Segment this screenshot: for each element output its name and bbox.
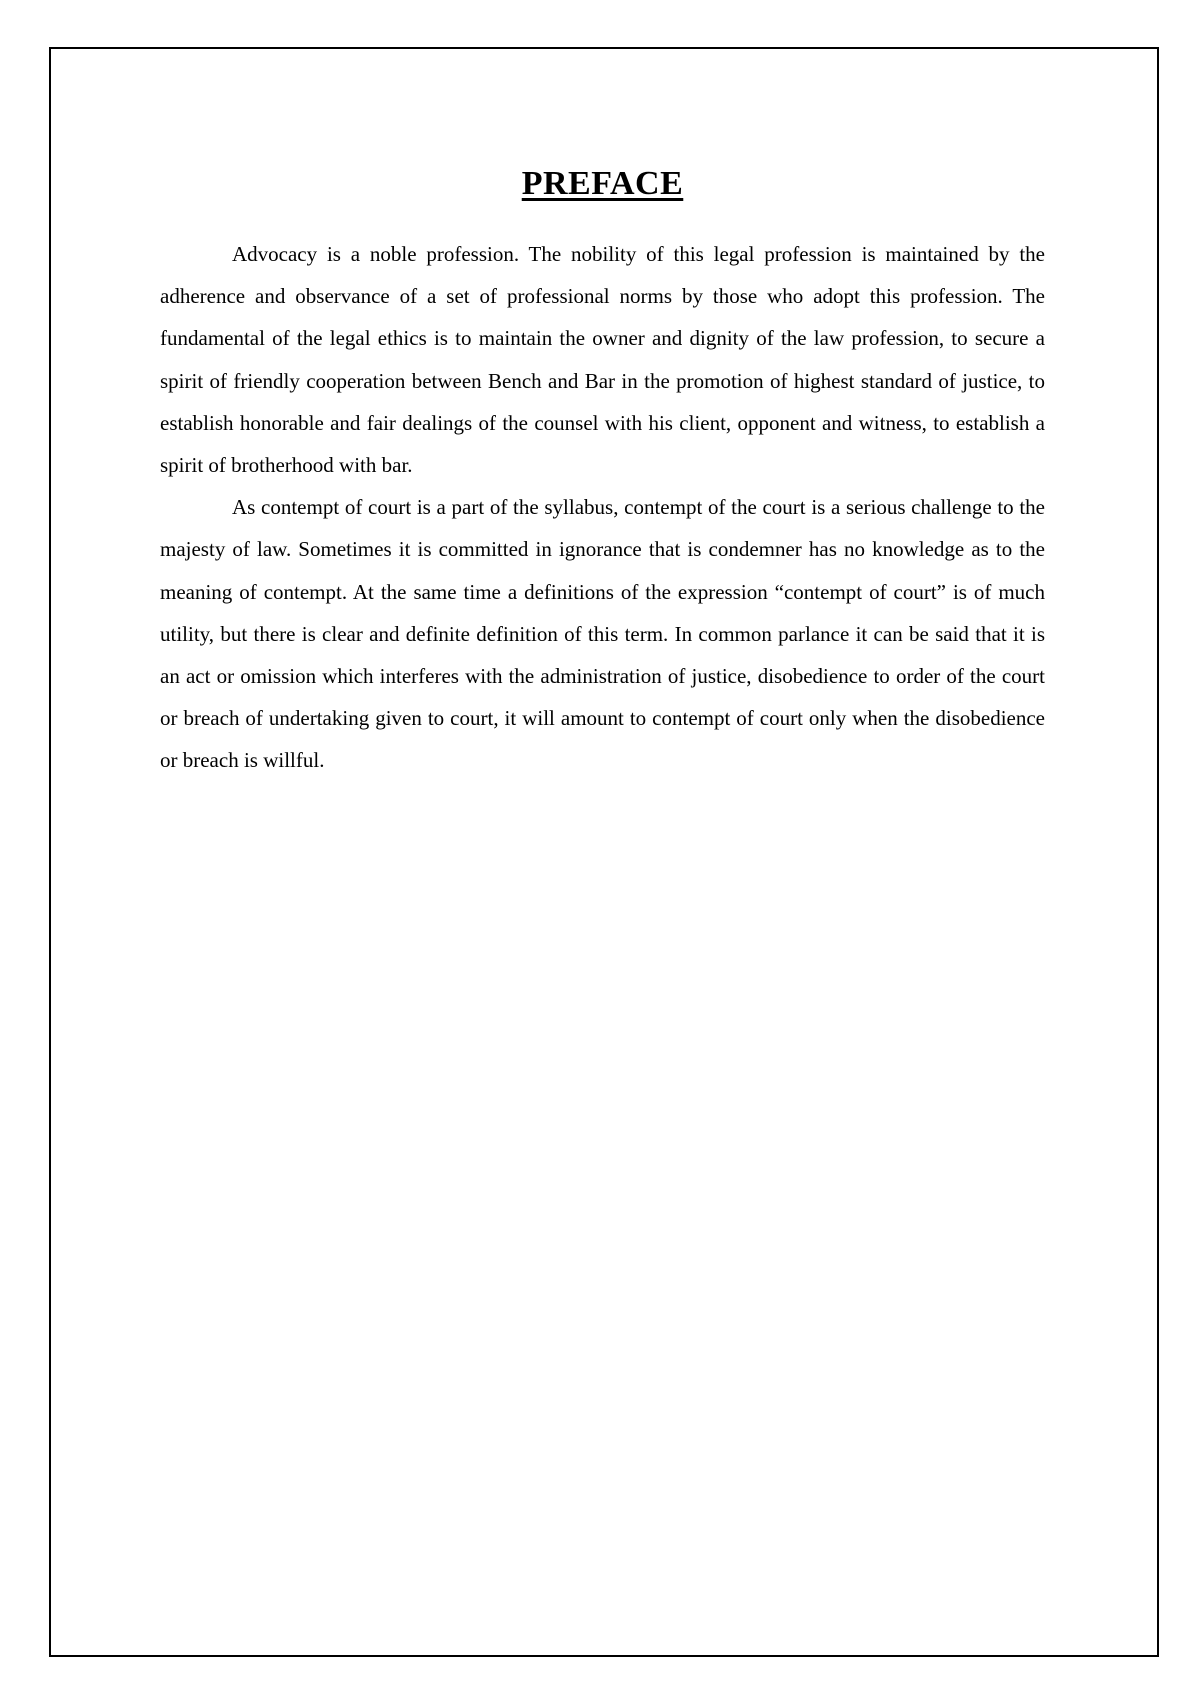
page-title: PREFACE xyxy=(521,165,684,202)
paragraph-contempt-of-court: As contempt of court is a part of the syllabus, contempt of the court is a serious challenge to the majesty of law. Sometimes it is committed in ignorance that is condemner has no knowledge as to the meaning of contempt. At the same time a definitions of the expression “contempt of court” is of much utility, but there is clear and definite definition of this term. In common parlance it can be said that it is an act or omission which interferes with the administration of justice, disobedience to order of the court or breach of undertaking given to court, it will amount to contempt of court only when the disobedience or breach is willful. xyxy=(160,495,1045,773)
document-body xyxy=(160,165,1045,782)
paragraph-advocacy: Advocacy is a noble profession. The nobility of this legal profession is maintained by the adherence and observance of a set of professional norms by those who adopt this profession. The fundamental of the legal ethics is to maintain the owner and dignity of the law profession, to secure a spirit of friendly cooperation between Bench and Bar in the promotion of highest standard of justice, to establish honorable and fair dealings of the counsel with his client, opponent and witness, to establish a spirit of brotherhood with bar. xyxy=(160,242,1045,478)
